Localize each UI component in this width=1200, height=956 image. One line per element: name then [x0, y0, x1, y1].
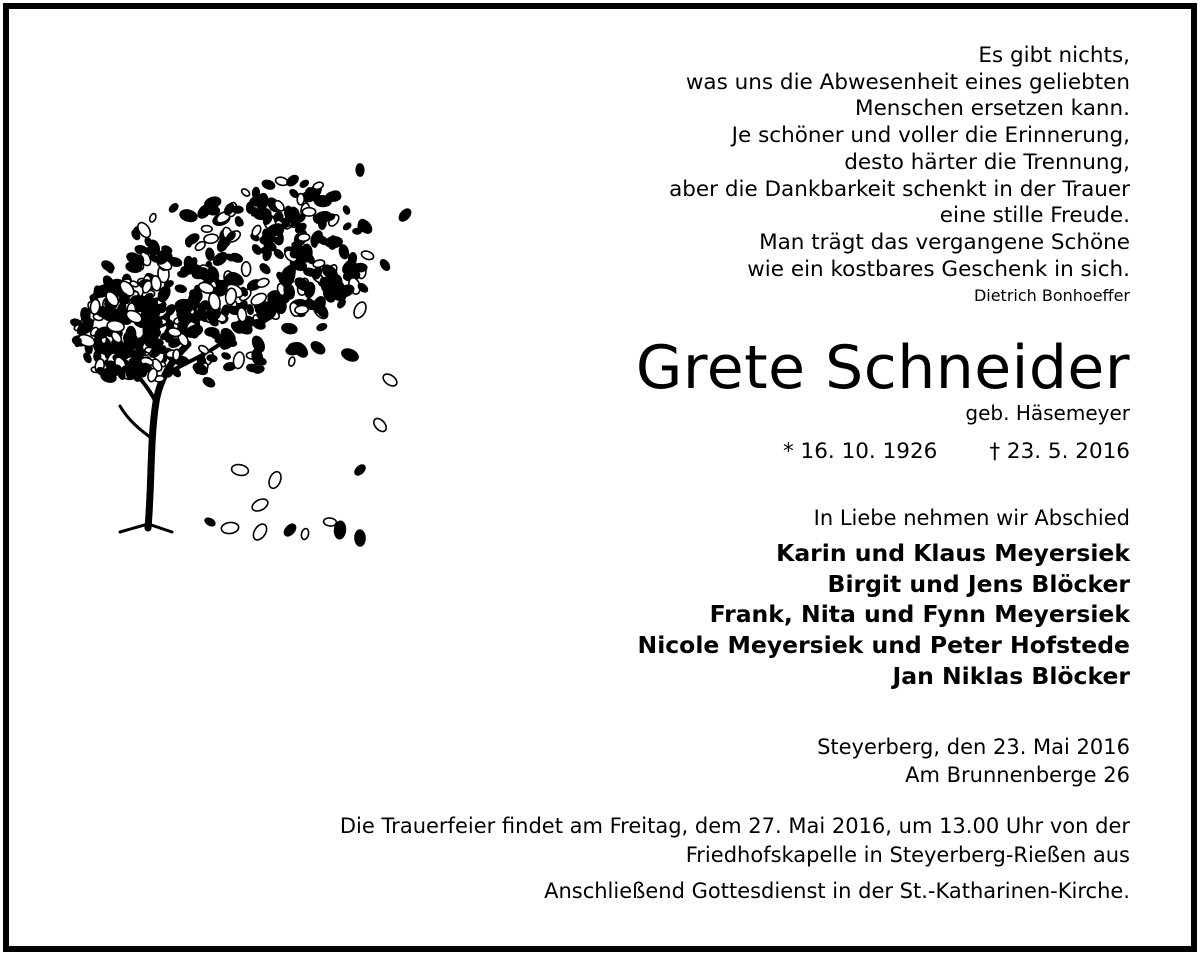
tree-canopy	[70, 173, 375, 388]
quote-line: wie ein kostbares Geschenk in sich.	[747, 256, 1130, 282]
mourners-list	[638, 538, 1130, 692]
quote-line: Man trägt das vergangene Schöne	[759, 229, 1130, 255]
maiden-name: geb. Häsemeyer	[965, 401, 1130, 425]
service-block	[340, 812, 1130, 906]
quote-line: Je schöner und voller die Erinnerung,	[731, 123, 1130, 149]
tree-illustration	[60, 140, 430, 560]
death-date: † 23. 5. 2016	[989, 439, 1130, 464]
mourner-name: Nicole Meyersiek und Peter Hofstede	[637, 631, 1130, 660]
quote-line: eine stille Freude.	[939, 203, 1130, 229]
farewell-line: In Liebe nehmen wir Abschied	[813, 506, 1130, 530]
place-date: Steyerberg, den 23. Mai 2016	[817, 735, 1130, 759]
mourner-name: Jan Niklas Blöcker	[892, 661, 1130, 690]
service-line: Friedhofskapelle in Steyerberg-Rießen aus	[685, 842, 1130, 867]
life-dates	[783, 438, 1130, 466]
deceased-name: Grete Schneider	[635, 333, 1130, 403]
address: Am Brunnenberge 26	[905, 763, 1130, 787]
quote-line: Es gibt nichts,	[978, 43, 1130, 68]
quote-block	[669, 43, 1130, 309]
mourner-name: Frank, Nita und Fynn Meyersiek	[709, 600, 1130, 629]
birth-date: * 16. 10. 1926	[782, 439, 938, 464]
mourner-name: Karin und Klaus Meyersiek	[776, 539, 1130, 567]
quote-author: Dietrich Bonhoeffer	[973, 286, 1130, 306]
quote-line: was uns die Abwesenheit eines geliebten	[685, 69, 1130, 95]
service-line: Die Trauerfeier findet am Freitag, dem 27. Mai 2016, um 13.00 Uhr von der	[339, 814, 1130, 838]
quote-line: desto härter die Trennung,	[844, 149, 1130, 175]
service-followup: Anschließend Gottesdienst in der St.-Katharinen-Kirche.	[544, 879, 1130, 903]
place-block	[817, 733, 1130, 789]
quote-line: Menschen ersetzen kann.	[855, 96, 1130, 122]
mourner-name: Birgit und Jens Blöcker	[827, 569, 1130, 598]
quote-line: aber die Dankbarkeit schenkt in der Trauer	[669, 176, 1130, 202]
